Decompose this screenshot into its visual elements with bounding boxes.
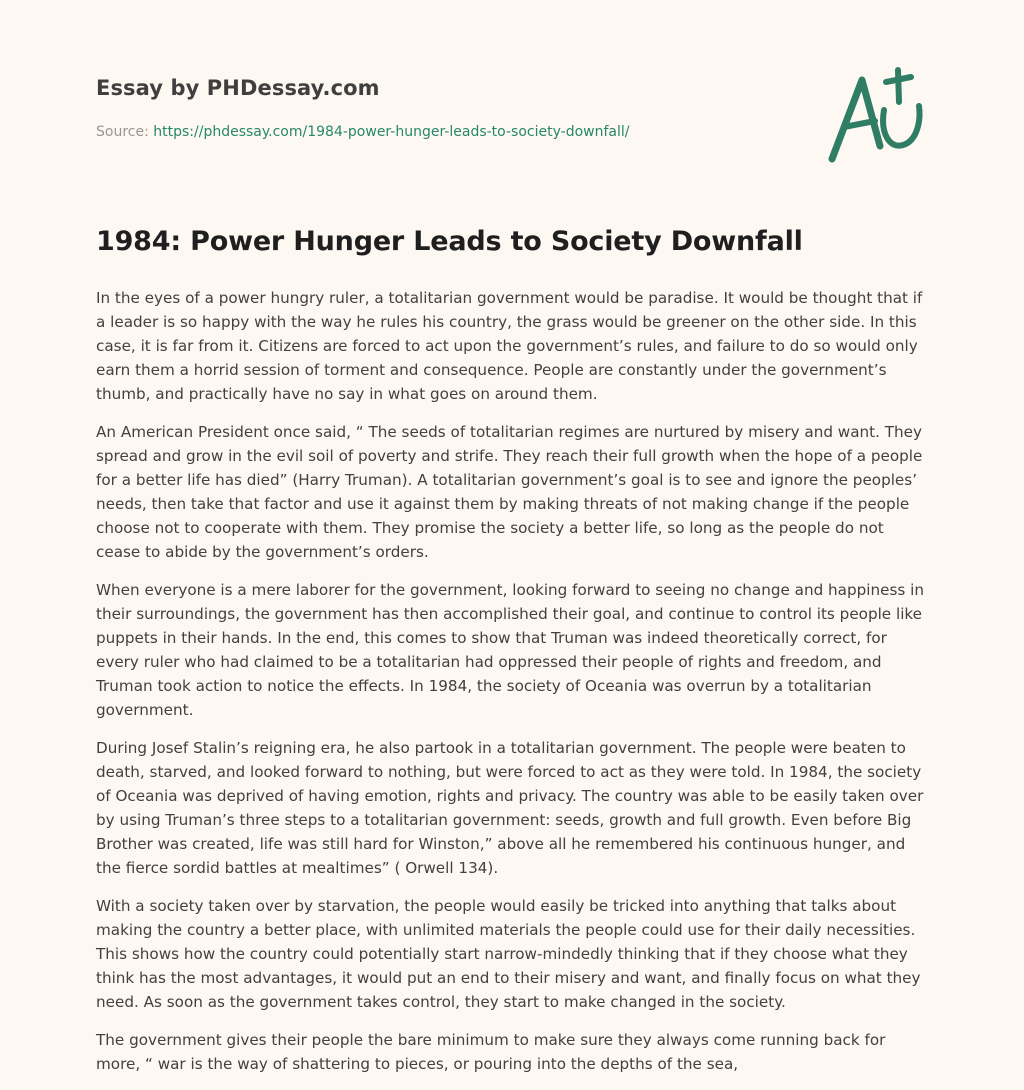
paragraph: When everyone is a mere laborer for the government, looking forward to seeing no change and happiness in their surroundings, the government has then accomplished their goal, and continue to control its people like puppets in their hands. In the end, this comes to show that Truman was indeed theoretically correct, for every ruler who had claimed to be a totalitarian had oppressed their people of rights and freedom, and Truman took action to notice the effects. In 1984, the society of Oceania was overrun by a totalitarian government. bbox=[96, 581, 924, 719]
essay-title: 1984: Power Hunger Leads to Society Downfall bbox=[96, 226, 803, 257]
page-header bbox=[96, 0, 928, 200]
a-plus-logo-icon bbox=[824, 66, 928, 166]
source-label: Source: bbox=[96, 124, 149, 140]
paragraph: An American President once said, “ The seeds of totalitarian regimes are nurtured by misery and want. They spread and grow in the evil soil of poverty and strife. They reach their full growth when the hope of a people for a better life has died” (Harry Truman). A totalitarian government’s goal is to see and ignore the peoples’ needs, then take that factor and use it against them by making threats of not making change if the people choose not to cooperate with them. They promise the society a better life, so long as the people do not cease to abide by the government’s orders. bbox=[96, 423, 923, 561]
paragraph: In the eyes of a power hungry ruler, a totalitarian government would be paradise. It would be thought that if a leader is so happy with the way he rules his country, the grass would be greener on the other side. In this case, it is far from it. Citizens are forced to act upon the government’s rules, and failure to do so would only earn them a horrid session of torment and consequence. People are constantly under the government’s thumb, and practically have no say in what goes on around them. bbox=[96, 289, 923, 403]
site-brand: Essay by PHDessay.com bbox=[96, 76, 380, 100]
paragraph: The government gives their people the bare minimum to make sure they always come running back for more, “ war is the way of shattering to pieces, or pouring into the depths of the sea, bbox=[96, 1031, 886, 1073]
paragraph: With a society taken over by starvation, the people would easily be tricked into anything that talks about making the country a better place, with unlimited materials the people could use for their daily necessities. This shows how the country could potentially start narrow-mindedly thinking that if they choose what they think has the most advantages, it would put an end to their misery and want, and finally focus on what they need. As soon as the government takes control, they start to make changed in the society. bbox=[96, 897, 921, 1011]
source-line bbox=[96, 124, 629, 140]
source-link[interactable]: https://phdessay.com/1984-power-hunger-leads-to-society-downfall/ bbox=[153, 124, 630, 140]
essay-body bbox=[96, 286, 932, 1090]
paragraph: During Josef Stalin’s reigning era, he also partook in a totalitarian government. The people were beaten to death, starved, and looked forward to nothing, but were forced to act as they were told. In 1984, the society of Oceania was deprived of having emotion, rights and privacy. The country was able to be easily taken over by using Truman’s three steps to a totalitarian government: seeds, growth and full growth. Even before Big Brother was created, life was still hard for Winston,” above all he remembered his continuous hunger, and the fierce sordid battles at mealtimes” ( Orwell 134). bbox=[96, 739, 924, 877]
